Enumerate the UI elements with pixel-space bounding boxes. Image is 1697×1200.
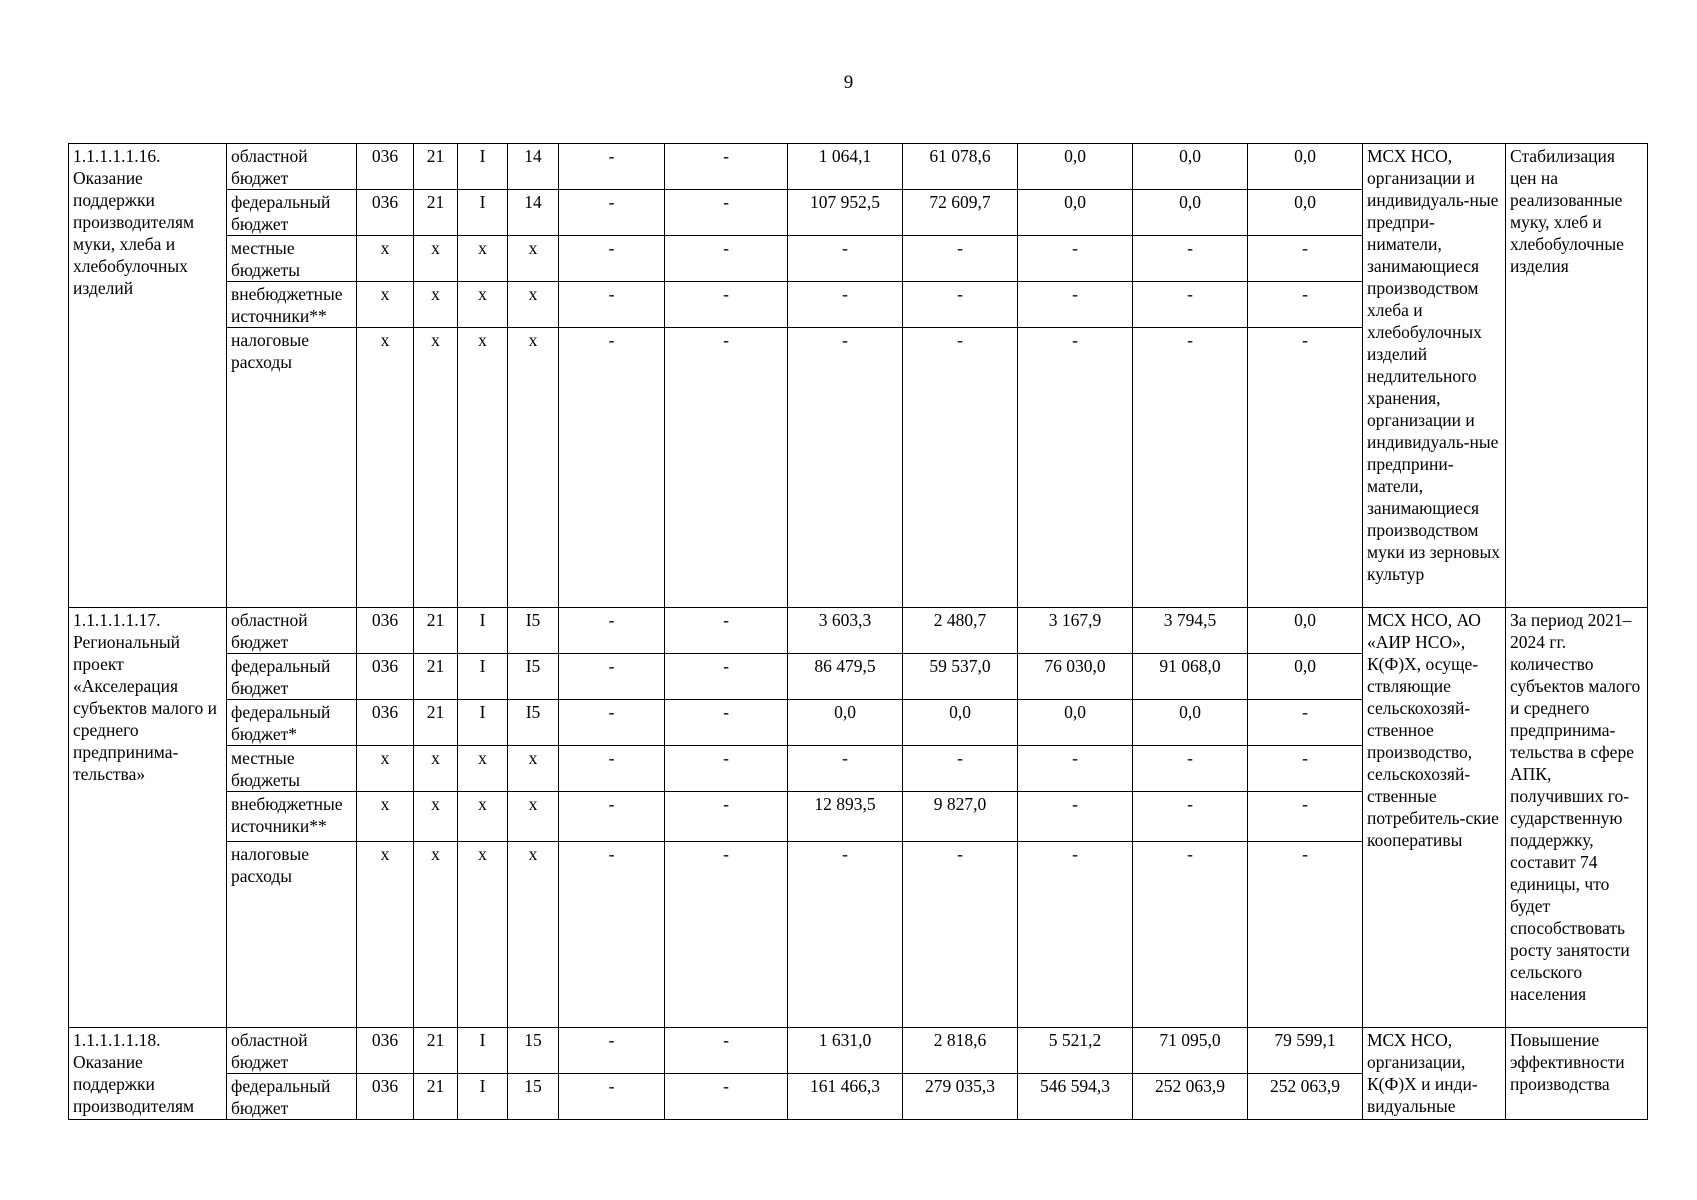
amount-cell: -: [1133, 842, 1248, 1028]
amount-cell: 161 466,3: [788, 1074, 903, 1120]
amount-cell: 252 063,9: [1133, 1074, 1248, 1120]
amount-cell: -: [788, 328, 903, 608]
funding-source-cell: местные бюджеты: [227, 746, 357, 792]
code-cell: 036: [357, 144, 414, 190]
code-cell: -: [559, 792, 665, 842]
amount-cell: -: [1018, 282, 1133, 328]
code-cell: х: [414, 236, 458, 282]
code-cell: -: [559, 144, 665, 190]
code-cell: -: [665, 282, 788, 328]
amount-cell: -: [788, 746, 903, 792]
amount-cell: -: [1248, 746, 1363, 792]
amount-cell: 0,0: [903, 700, 1018, 746]
funding-source-cell: федеральный бюджет: [227, 190, 357, 236]
code-cell: х: [458, 842, 508, 1028]
amount-cell: 0,0: [1133, 190, 1248, 236]
amount-cell: -: [788, 236, 903, 282]
amount-cell: -: [903, 328, 1018, 608]
amount-cell: 0,0: [788, 700, 903, 746]
code-cell: -: [559, 608, 665, 654]
code-cell: -: [665, 746, 788, 792]
amount-cell: 2 818,6: [903, 1028, 1018, 1074]
amount-cell: -: [1018, 236, 1133, 282]
budget-table: [68, 143, 1648, 1120]
code-cell: -: [559, 1074, 665, 1120]
funding-source-cell: федеральный бюджет: [227, 654, 357, 700]
amount-cell: 12 893,5: [788, 792, 903, 842]
amount-cell: -: [788, 282, 903, 328]
funding-source-cell: налоговые расходы: [227, 842, 357, 1028]
code-cell: -: [665, 236, 788, 282]
measure-name-cell: 1.1.1.1.1.16. Оказание поддержки производителям муки, хлеба и хлебобулочных изделий: [69, 144, 227, 608]
code-cell: -: [559, 328, 665, 608]
amount-cell: -: [788, 842, 903, 1028]
amount-cell: -: [1133, 328, 1248, 608]
amount-cell: 546 594,3: [1018, 1074, 1133, 1120]
code-cell: 14: [508, 144, 559, 190]
code-cell: х: [508, 842, 559, 1028]
code-cell: 21: [414, 1074, 458, 1120]
code-cell: 15: [508, 1028, 559, 1074]
amount-cell: -: [1018, 842, 1133, 1028]
table-row: [69, 608, 1648, 654]
code-cell: 15: [508, 1074, 559, 1120]
amount-cell: -: [1018, 792, 1133, 842]
funding-source-cell: федеральный бюджет*: [227, 700, 357, 746]
code-cell: I: [458, 1074, 508, 1120]
code-cell: х: [357, 282, 414, 328]
expected-result-cell: Стабилизация цен на реализованные муку, хлеб и хлебобулочные изделия: [1506, 144, 1648, 608]
amount-cell: -: [1133, 792, 1248, 842]
amount-cell: -: [903, 282, 1018, 328]
code-cell: х: [508, 792, 559, 842]
code-cell: 21: [414, 1028, 458, 1074]
code-cell: -: [559, 236, 665, 282]
code-cell: х: [357, 792, 414, 842]
code-cell: х: [508, 236, 559, 282]
table-row: [69, 144, 1648, 190]
code-cell: -: [559, 190, 665, 236]
executor-cell: МСХ НСО, организации, К(Ф)Х и инди-видуальные: [1363, 1028, 1506, 1120]
amount-cell: 9 827,0: [903, 792, 1018, 842]
code-cell: 036: [357, 1028, 414, 1074]
code-cell: I5: [508, 654, 559, 700]
code-cell: -: [665, 842, 788, 1028]
code-cell: I5: [508, 608, 559, 654]
code-cell: 036: [357, 654, 414, 700]
code-cell: -: [665, 792, 788, 842]
code-cell: -: [559, 842, 665, 1028]
amount-cell: 0,0: [1133, 700, 1248, 746]
amount-cell: 0,0: [1248, 608, 1363, 654]
code-cell: -: [665, 654, 788, 700]
amount-cell: 279 035,3: [903, 1074, 1018, 1120]
amount-cell: -: [1248, 842, 1363, 1028]
code-cell: 21: [414, 144, 458, 190]
amount-cell: -: [903, 236, 1018, 282]
code-cell: х: [414, 842, 458, 1028]
code-cell: х: [458, 282, 508, 328]
amount-cell: 76 030,0: [1018, 654, 1133, 700]
amount-cell: 3 167,9: [1018, 608, 1133, 654]
amount-cell: -: [1248, 236, 1363, 282]
code-cell: 21: [414, 608, 458, 654]
amount-cell: -: [1133, 236, 1248, 282]
code-cell: х: [414, 792, 458, 842]
table-row: [69, 1028, 1648, 1074]
measure-name-cell: 1.1.1.1.1.17. Региональный проект «Акселерация субъектов малого и среднего предпринима-тельства»: [69, 608, 227, 1028]
code-cell: -: [559, 282, 665, 328]
code-cell: 036: [357, 190, 414, 236]
code-cell: 14: [508, 190, 559, 236]
amount-cell: 0,0: [1018, 190, 1133, 236]
code-cell: -: [559, 746, 665, 792]
amount-cell: -: [1248, 282, 1363, 328]
code-cell: х: [458, 792, 508, 842]
code-cell: х: [357, 746, 414, 792]
funding-source-cell: областной бюджет: [227, 608, 357, 654]
amount-cell: -: [1133, 746, 1248, 792]
code-cell: х: [508, 328, 559, 608]
page-number: 9: [843, 72, 854, 93]
code-cell: I: [458, 144, 508, 190]
code-cell: х: [508, 282, 559, 328]
measure-name-cell: 1.1.1.1.1.18. Оказание поддержки производителям: [69, 1028, 227, 1120]
code-cell: -: [559, 654, 665, 700]
amount-cell: -: [1248, 792, 1363, 842]
amount-cell: 0,0: [1018, 144, 1133, 190]
code-cell: 036: [357, 608, 414, 654]
executor-cell: МСХ НСО, организации и индивидуаль-ные предпри-ниматели, занимающиеся производством хлеба и хлебобулочных изделий недлительного хранения, организации и индивидуаль-ные предприни-матели, занимающиеся производством муки из зерновых культур: [1363, 144, 1506, 608]
code-cell: -: [665, 700, 788, 746]
amount-cell: 71 095,0: [1133, 1028, 1248, 1074]
code-cell: 21: [414, 190, 458, 236]
amount-cell: 5 521,2: [1018, 1028, 1133, 1074]
amount-cell: 3 603,3: [788, 608, 903, 654]
amount-cell: 2 480,7: [903, 608, 1018, 654]
amount-cell: 59 537,0: [903, 654, 1018, 700]
code-cell: 21: [414, 700, 458, 746]
funding-source-cell: местные бюджеты: [227, 236, 357, 282]
code-cell: х: [508, 746, 559, 792]
code-cell: х: [357, 842, 414, 1028]
amount-cell: 72 609,7: [903, 190, 1018, 236]
code-cell: -: [665, 1028, 788, 1074]
amount-cell: 79 599,1: [1248, 1028, 1363, 1074]
amount-cell: 91 068,0: [1133, 654, 1248, 700]
code-cell: -: [665, 608, 788, 654]
expected-result-cell: Повышение эффективности производства: [1506, 1028, 1648, 1120]
amount-cell: -: [903, 746, 1018, 792]
code-cell: I: [458, 1028, 508, 1074]
code-cell: -: [559, 700, 665, 746]
code-cell: х: [458, 746, 508, 792]
amount-cell: -: [1018, 746, 1133, 792]
code-cell: I: [458, 654, 508, 700]
amount-cell: 0,0: [1248, 190, 1363, 236]
code-cell: I5: [508, 700, 559, 746]
code-cell: х: [414, 746, 458, 792]
funding-source-cell: внебюджетные источники**: [227, 282, 357, 328]
code-cell: I: [458, 608, 508, 654]
code-cell: 036: [357, 1074, 414, 1120]
funding-source-cell: налоговые расходы: [227, 328, 357, 608]
funding-source-cell: областной бюджет: [227, 144, 357, 190]
amount-cell: -: [903, 842, 1018, 1028]
code-cell: I: [458, 700, 508, 746]
amount-cell: 0,0: [1248, 654, 1363, 700]
code-cell: х: [458, 328, 508, 608]
code-cell: х: [357, 328, 414, 608]
amount-cell: -: [1248, 328, 1363, 608]
code-cell: -: [665, 144, 788, 190]
code-cell: х: [357, 236, 414, 282]
amount-cell: 61 078,6: [903, 144, 1018, 190]
amount-cell: -: [1248, 700, 1363, 746]
amount-cell: 1 064,1: [788, 144, 903, 190]
code-cell: -: [665, 328, 788, 608]
amount-cell: 86 479,5: [788, 654, 903, 700]
code-cell: х: [458, 236, 508, 282]
budget-table-body: [69, 144, 1648, 1120]
code-cell: -: [559, 1028, 665, 1074]
funding-source-cell: федеральный бюджет: [227, 1074, 357, 1120]
funding-source-cell: областной бюджет: [227, 1028, 357, 1074]
code-cell: 036: [357, 700, 414, 746]
amount-cell: 0,0: [1248, 144, 1363, 190]
funding-source-cell: внебюджетные источники**: [227, 792, 357, 842]
amount-cell: 107 952,5: [788, 190, 903, 236]
code-cell: х: [414, 328, 458, 608]
code-cell: I: [458, 190, 508, 236]
amount-cell: 0,0: [1018, 700, 1133, 746]
code-cell: -: [665, 190, 788, 236]
amount-cell: 252 063,9: [1248, 1074, 1363, 1120]
amount-cell: -: [1133, 282, 1248, 328]
executor-cell: МСХ НСО, АО «АИР НСО», К(Ф)Х, осуще-ствляющие сельскохозяй-ственное производство, сельскохозяй-ственные потребитель-ские кооперативы: [1363, 608, 1506, 1028]
code-cell: -: [665, 1074, 788, 1120]
amount-cell: 1 631,0: [788, 1028, 903, 1074]
expected-result-cell: За период 2021–2024 гг. количество субъектов малого и среднего предпринима-тельства в сфере АПК, получивших го-сударственную поддержку, составит 74 единицы, что будет способствовать росту занятости сельского населения: [1506, 608, 1648, 1028]
amount-cell: 0,0: [1133, 144, 1248, 190]
code-cell: 21: [414, 654, 458, 700]
amount-cell: 3 794,5: [1133, 608, 1248, 654]
amount-cell: -: [1018, 328, 1133, 608]
code-cell: х: [414, 282, 458, 328]
